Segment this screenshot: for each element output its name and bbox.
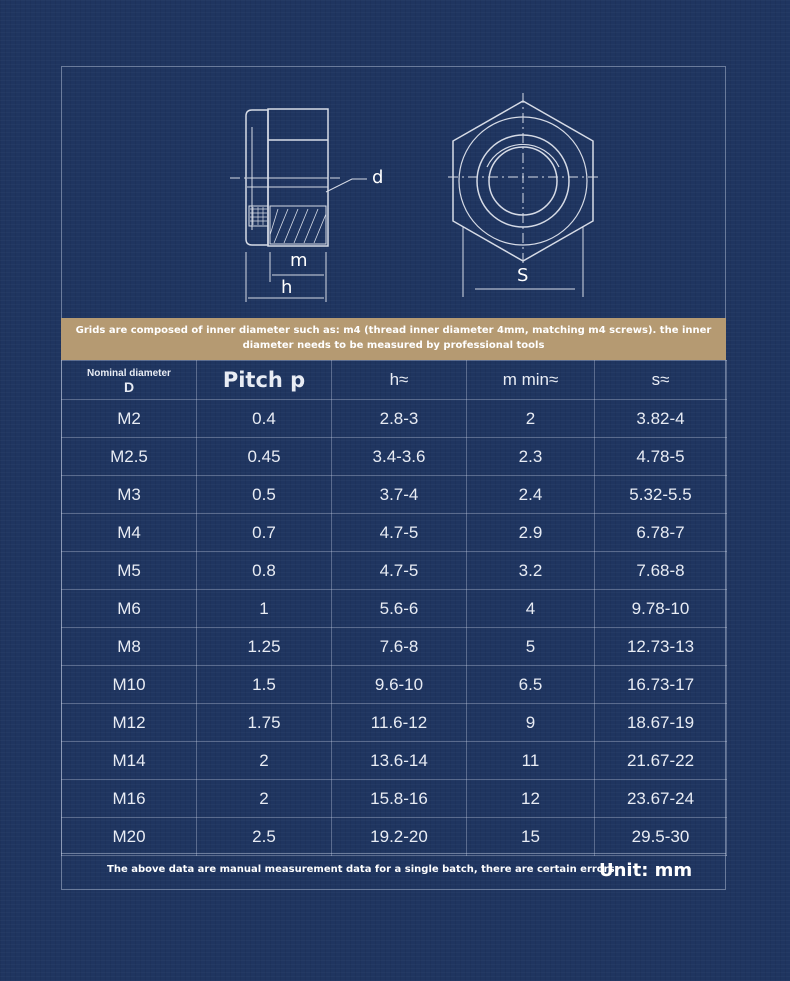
cell-nominal: M8: [62, 628, 197, 666]
table-row: [62, 514, 727, 552]
header-h: h≈: [332, 361, 467, 400]
cell-pitch: 0.8: [197, 552, 332, 590]
cell-s: 6.78-7: [595, 514, 727, 552]
cell-s: 5.32-5.5: [595, 476, 727, 514]
cell-s: 4.78-5: [595, 438, 727, 476]
unit-label: Unit: mm: [599, 860, 693, 881]
table-row: [62, 438, 727, 476]
footer-note: The above data are manual measurement data for a single batch, there are certain errors: [107, 864, 615, 875]
cell-pitch: 1.75: [197, 704, 332, 742]
cell-h: 19.2-20: [332, 818, 467, 856]
cell-s: 3.82-4: [595, 400, 727, 438]
cell-h: 3.7-4: [332, 476, 467, 514]
cell-m-min: 2.3: [467, 438, 595, 476]
cell-s: 9.78-10: [595, 590, 727, 628]
table-row: [62, 666, 727, 704]
header-m: m min≈: [467, 361, 595, 400]
table-row: [62, 628, 727, 666]
cell-nominal: M5: [62, 552, 197, 590]
cell-pitch: 0.4: [197, 400, 332, 438]
table-row: [62, 818, 727, 856]
cell-m-min: 4: [467, 590, 595, 628]
table-row: [62, 476, 727, 514]
cell-s: 21.67-22: [595, 742, 727, 780]
cell-m-min: 11: [467, 742, 595, 780]
label-d: d: [372, 167, 384, 188]
table-header-row: [62, 361, 727, 400]
cell-pitch: 2: [197, 742, 332, 780]
cell-nominal: M14: [62, 742, 197, 780]
cell-pitch: 1.25: [197, 628, 332, 666]
table-footer: [61, 853, 726, 891]
cell-s: 18.67-19: [595, 704, 727, 742]
cell-nominal: M6: [62, 590, 197, 628]
cell-s: 7.68-8: [595, 552, 727, 590]
cell-h: 13.6-14: [332, 742, 467, 780]
table-row: [62, 742, 727, 780]
cell-s: 23.67-24: [595, 780, 727, 818]
cell-m-min: 6.5: [467, 666, 595, 704]
info-banner: [61, 318, 726, 360]
cell-pitch: 0.45: [197, 438, 332, 476]
cell-m-min: 2.4: [467, 476, 595, 514]
cell-m-min: 12: [467, 780, 595, 818]
spec-table: [61, 360, 727, 856]
cell-pitch: 0.5: [197, 476, 332, 514]
cell-h: 7.6-8: [332, 628, 467, 666]
cell-m-min: 15: [467, 818, 595, 856]
table-body: [62, 400, 727, 856]
table-row: [62, 590, 727, 628]
header-nominal-label: Nominal diameter: [87, 367, 171, 379]
cell-h: 4.7-5: [332, 514, 467, 552]
cell-h: 2.8-3: [332, 400, 467, 438]
banner-line-2: diameter needs to be measured by professional tools: [242, 340, 545, 351]
table-row: [62, 400, 727, 438]
cell-nominal: M20: [62, 818, 197, 856]
cell-pitch: 1: [197, 590, 332, 628]
cell-h: 11.6-12: [332, 704, 467, 742]
cell-m-min: 9: [467, 704, 595, 742]
nut-diagram: [62, 67, 727, 319]
cell-pitch: 0.7: [197, 514, 332, 552]
header-nominal-diameter: [62, 361, 197, 400]
cell-h: 4.7-5: [332, 552, 467, 590]
cell-nominal: M2.5: [62, 438, 197, 476]
cell-nominal: M16: [62, 780, 197, 818]
table-row: [62, 780, 727, 818]
cell-nominal: M4: [62, 514, 197, 552]
banner-line-1: Grids are composed of inner diameter such as: m4 (thread inner diameter 4mm, matching m4 screws). the inner: [75, 325, 712, 336]
cell-pitch: 1.5: [197, 666, 332, 704]
cell-nominal: M12: [62, 704, 197, 742]
cell-h: 15.8-16: [332, 780, 467, 818]
cell-m-min: 3.2: [467, 552, 595, 590]
cell-s: 12.73-13: [595, 628, 727, 666]
cell-h: 9.6-10: [332, 666, 467, 704]
table-row: [62, 704, 727, 742]
header-D-label: D: [123, 378, 135, 395]
header-pitch: Pitch p: [197, 361, 332, 400]
cell-pitch: 2: [197, 780, 332, 818]
cell-m-min: 2.9: [467, 514, 595, 552]
cell-nominal: M2: [62, 400, 197, 438]
cell-m-min: 2: [467, 400, 595, 438]
label-s: S: [517, 265, 529, 286]
cell-s: 29.5-30: [595, 818, 727, 856]
label-m: m: [290, 250, 308, 271]
cell-m-min: 5: [467, 628, 595, 666]
cell-h: 5.6-6: [332, 590, 467, 628]
table-row: [62, 552, 727, 590]
label-h: h: [281, 277, 293, 298]
cell-nominal: M10: [62, 666, 197, 704]
nut-drawing: [62, 67, 727, 319]
cell-pitch: 2.5: [197, 818, 332, 856]
header-s: s≈: [595, 361, 727, 400]
cell-s: 16.73-17: [595, 666, 727, 704]
cell-h: 3.4-3.6: [332, 438, 467, 476]
cell-nominal: M3: [62, 476, 197, 514]
